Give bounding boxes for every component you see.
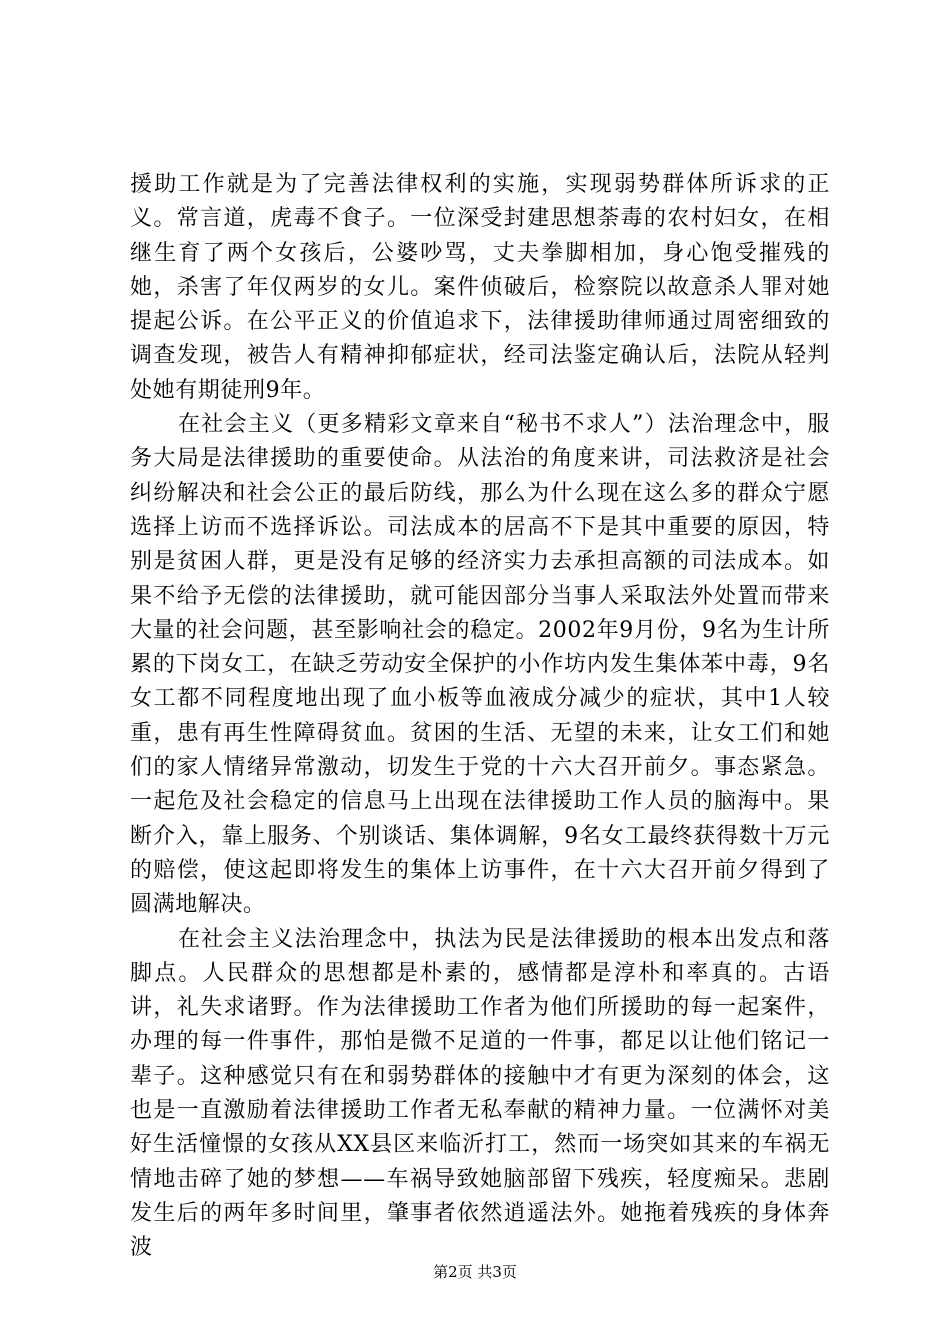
- body-text: [130, 168, 830, 1266]
- paragraph-3: 在社会主义法治理念中，执法为民是法律援助的根本出发点和落脚点。人民群众的思想都是朴素的，感情都是淳朴和率真的。古语讲，礼失求诸野。作为法律援助工作者为他们所援助的每一起案件，办理的每一件事件，那怕是微不足道的一件事，都足以让他们铭记一辈子。这种感觉只有在和弱势群体的接触中才有更为深刻的体会，这也是一直激励着法律援助工作者无私奉献的精神力量。一位满怀对美好生活憧憬的女孩从XX县区来临沂打工，然而一场突如其来的车祸无情地击碎了她的梦想——车祸导致她脑部留下残疾，轻度痴呆。悲剧发生后的两年多时间里，肇事者依然逍遥法外。她拖着残疾的身体奔波: [130, 926, 830, 1261]
- page-number-label: 第2页 共3页: [433, 1263, 517, 1281]
- paragraph-2: 在社会主义（更多精彩文章来自“秘书不求人”）法治理念中，服务大局是法律援助的重要使命。从法治的角度来讲，司法救济是社会纠纷解决和社会公正的最后防线，那么为什么现在这么多的群众宁愿选择上访而不选择诉讼。司法成本的居高不下是其中重要的原因，特别是贫困人群，更是没有足够的经济实力去承担高额的司法成本。如果不给予无偿的法律援助，就可能因部分当事人采取法外处置而带来大量的社会问题，甚至影响社会的稳定。2002年9月份，9名为生计所累的下岗女工，在缺乏劳动安全保护的小作坊内发生集体苯中毒，9名女工都不同程度地出现了血小板等血液成分减少的症状，其中1人较重，患有再生性障碍贫血。贫困的生活、无望的未来，让女工们和她们的家人情绪异常激动，切发生于党的十六大召开前夕。事态紧急。一起危及社会稳定的信息马上出现在法律援助工作人员的脑海中。果断介入，靠上服务、个别谈话、集体调解，9名女工最终获得数十万元的赔偿，使这起即将发生的集体上访事件，在十六大召开前夕得到了圆满地解决。: [130, 412, 830, 918]
- paragraph-1: 援助工作就是为了完善法律权利的实施，实现弱势群体所诉求的正义。常言道，虎毒不食子。一位深受封建思想荼毒的农村妇女，在相继生育了两个女孩后，公婆吵骂，丈夫拳脚相加，身心饱受摧残的她，杀害了年仅两岁的女儿。案件侦破后，检察院以故意杀人罪对她提起公诉。在公平正义的价值追求下，法律援助律师通过周密细致的调查发现，被告人有精神抑郁症状，经司法鉴定确认后，法院从轻判处她有期徒刑9年。: [130, 172, 830, 403]
- page-footer: [0, 1262, 950, 1282]
